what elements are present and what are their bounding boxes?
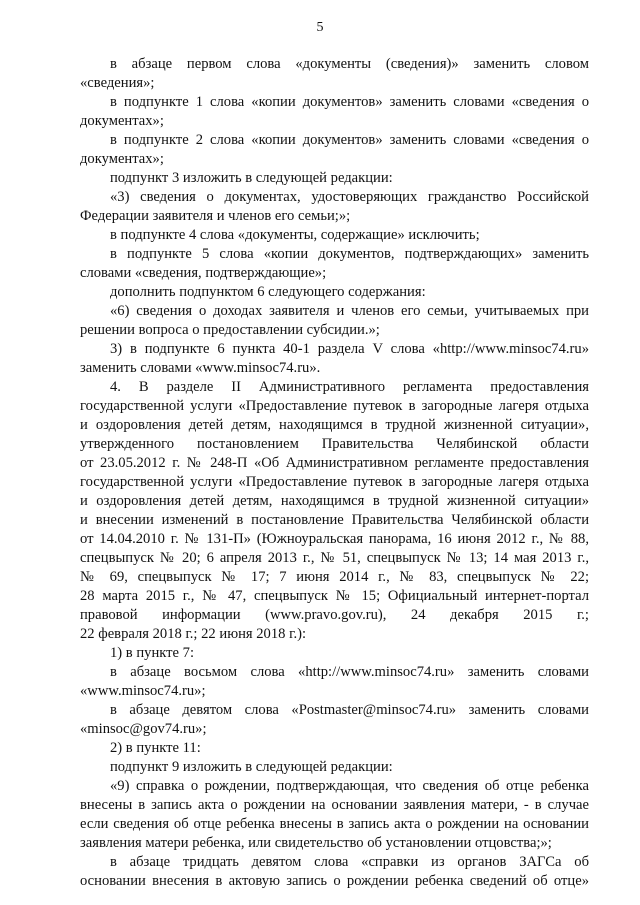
text-line: документах»; bbox=[80, 151, 164, 167]
text-line: «сведения»; bbox=[80, 75, 155, 91]
text-line: в абзаце восьмом слова «http://www.minsoc74.ru» заменить словами bbox=[110, 664, 589, 680]
text-line: дополнить подпунктом 6 следующего содержания: bbox=[110, 284, 426, 300]
text-line: заявления матери ребенка, или свидетельство об установлении отцовства;»; bbox=[80, 835, 552, 851]
text-line: заменить словами «www.minsoc74.ru». bbox=[80, 360, 321, 376]
text-line: «www.minsoc74.ru»; bbox=[80, 683, 206, 699]
text-line: от 14.04.2010 г. № 131-П» (Южноуральская панорама, 16 июня 2012 г., № 88, bbox=[80, 531, 589, 547]
text-line: «minsoc@gov74.ru»; bbox=[80, 721, 207, 737]
text-line: словами «сведения, подтверждающие»; bbox=[80, 265, 327, 281]
text-line: спецвыпуск № 20; 6 апреля 2013 г., № 51, спецвыпуск № 13; 14 мая 2013 г., bbox=[80, 550, 589, 566]
text-line: и внесении изменений в постановление Правительства Челябинской области bbox=[80, 512, 589, 528]
text-line: если сведения об отце ребенка внесены в запись акта о рождении на основании bbox=[80, 816, 589, 832]
text-line: от 23.05.2012 г. № 248-П «Об Административном регламенте предоставления bbox=[80, 455, 589, 471]
text-line: в подпункте 5 слова «копии документов, подтверждающих» заменить bbox=[110, 246, 589, 262]
text-line: в абзаце первом слова «документы (сведения)» заменить словом bbox=[110, 56, 589, 72]
text-line: правовой информации (www.pravo.gov.ru), 24 декабря 2015 г.; bbox=[80, 607, 589, 623]
text-line: 4. В разделе II Административного регламента предоставления bbox=[110, 379, 589, 395]
text-line: № 69, спецвыпуск № 17; 7 июня 2014 г., № 83, спецвыпуск № 22; bbox=[80, 569, 589, 585]
text-line: внесены в запись акта о рождении на основании заявления матери, - в случае bbox=[80, 797, 589, 813]
page-number: 5 bbox=[316, 20, 324, 35]
text-line: Федерации заявителя и членов его семьи;»; bbox=[80, 208, 351, 224]
text-line: государственной услуги «Предоставление путевок в загородные лагеря отдыха bbox=[80, 398, 589, 414]
text-line: в абзаце тридцать девятом слова «справки из органов ЗАГСа об bbox=[110, 854, 589, 870]
text-line: 28 марта 2015 г., № 47, спецвыпуск № 15; Официальный интернет-портал bbox=[80, 588, 589, 604]
text-line: в абзаце девятом слова «Postmaster@minsoc74.ru» заменить словами bbox=[110, 702, 589, 718]
text-line: «6) сведения о доходах заявителя и членов его семьи, учитываемых при bbox=[110, 303, 589, 319]
text-line: «9) справка о рождении, подтверждающая, что сведения об отце ребенка bbox=[110, 778, 589, 794]
text-line: 22 февраля 2018 г.; 22 июня 2018 г.): bbox=[80, 626, 307, 642]
text-line: подпункт 3 изложить в следующей редакции: bbox=[110, 170, 393, 186]
text-line: документах»; bbox=[80, 113, 164, 129]
text-line: решении вопроса о предоставлении субсидии.»; bbox=[80, 322, 380, 338]
text-line: и оздоровления детей детям, находящимся в трудной жизненной ситуации», bbox=[80, 417, 589, 433]
text-line: 3) в подпункте 6 пункта 40-1 раздела V слова «http://www.minsoc74.ru» bbox=[110, 341, 589, 357]
text-line: основании внесения в актовую запись о рождении ребенка сведений об отце» bbox=[80, 873, 589, 889]
text-line: и оздоровления детей детям, находящимся в трудной жизненной ситуации» bbox=[80, 493, 589, 509]
text-line: 2) в пункте 11: bbox=[110, 740, 201, 756]
text-line: в подпункте 4 слова «документы, содержащие» исключить; bbox=[110, 227, 480, 243]
text-line: в подпункте 2 слова «копии документов» заменить словами «сведения о bbox=[110, 132, 589, 148]
text-line: подпункт 9 изложить в следующей редакции: bbox=[110, 759, 393, 775]
text-line: утвержденного постановлением Правительства Челябинской области bbox=[80, 436, 589, 452]
text-line: 1) в пункте 7: bbox=[110, 645, 195, 661]
text-line: в подпункте 1 слова «копии документов» заменить словами «сведения о bbox=[110, 94, 589, 110]
text-line: государственной услуги «Предоставление путевок в загородные лагеря отдыха bbox=[80, 474, 589, 490]
text-line: «3) сведения о документах, удостоверяющих гражданство Российской bbox=[110, 189, 589, 205]
